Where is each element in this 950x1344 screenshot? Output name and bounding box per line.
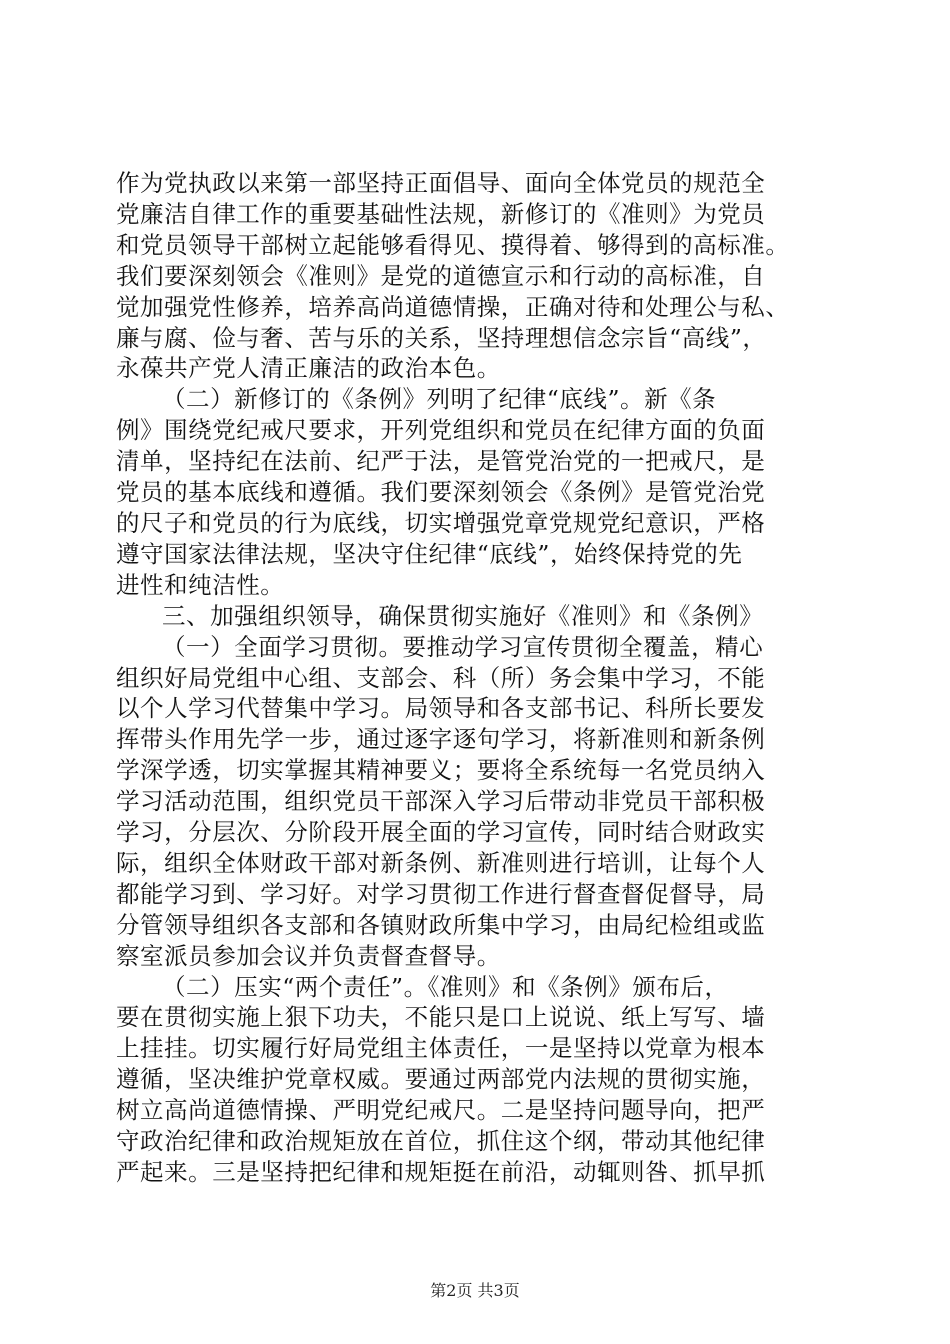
page-footer	[0, 1278, 950, 1301]
paragraph-discipline-bottom-line: （二）新修订的《条例》列明了纪律“底线”。新《条 例》围绕党纪戒尺要求，开列党组织和党员在纪律方面的负面 清单，坚持纪在法前、纪严于法，是管党治党的一把戒尺，是 党员的基本底线和遵循。我们要深刻领会《条例》是管党治党 的尺子和党员的行为底线，切实增强党章党规党纪意识，严格 遵守国家法律法规，坚决守住纪律“底线”，始终保持党的先 进性和纯洁性。	[116, 385, 766, 599]
section-heading-three: 三、加强组织领导，确保贯彻实施好《准则》和《条例》	[162, 601, 764, 630]
paragraph-continuation: 作为党执政以来第一部坚持正面倡导、面向全体党员的规范全 党廉洁自律工作的重要基础性法规，新修订的《准则》为党员 和党员领导干部树立起能够看得见、摸得着、够得到的高标准。 我们要深刻领会《准则》是党的道德宣示和行动的高标准，自 觉加强党性修养，培养高尚道德情操，正确对待和处理公与私、 廉与腐、俭与奢、苦与乐的关系，坚持理想信念宗旨“高线”， 永葆共产党人清正廉洁的政治本色。	[116, 169, 790, 383]
document-body	[116, 168, 842, 1188]
paragraph-comprehensive-study: （一）全面学习贯彻。要推动学习宣传贯彻全覆盖，精心 组织好局党组中心组、支部会、科（所）务会集中学习，不能 以个人学习代替集中学习。局领导和各支部书记、科所长要发 挥带头作用先学一步，通过逐字逐句学习，将新准则和新条例 学深学透，切实掌握其精神要义；要将全系统每一名党员纳入 学习活动范围，组织党员干部深入学习后带动非党员干部积极 学习，分层次、分阶段开展全面的学习宣传，同时结合财政实 际，组织全体财政干部对新条例、新准则进行培训，让每个人 都能学习到、学习好。对学习贯彻工作进行督查督促督导，局 分管领导组织各支部和各镇财政所集中学习，由局纪检组或监 察室派员参加会议并负责督查督导。	[116, 632, 766, 970]
page-number-label: 第2页 共3页	[430, 1281, 520, 1300]
paragraph-two-responsibilities: （二）压实“两个责任”。《准则》和《条例》颁布后， 要在贯彻实施上狠下功夫，不能只是口上说说、纸上写写、墙 上挂挂。切实履行好局党组主体责任，一是坚持以党章为根本 遵循，坚决维护党章权威。要通过两部党内法规的贯彻实施， 树立高尚道德情操、严明党纪戒尺。二是坚持问题导向，把严 守政治纪律和政治规矩放在首位，抓住这个纲，带动其他纪律 严起来。三是坚持把纪律和规矩挺在前沿，动辄则咎、抓早抓	[116, 972, 766, 1186]
